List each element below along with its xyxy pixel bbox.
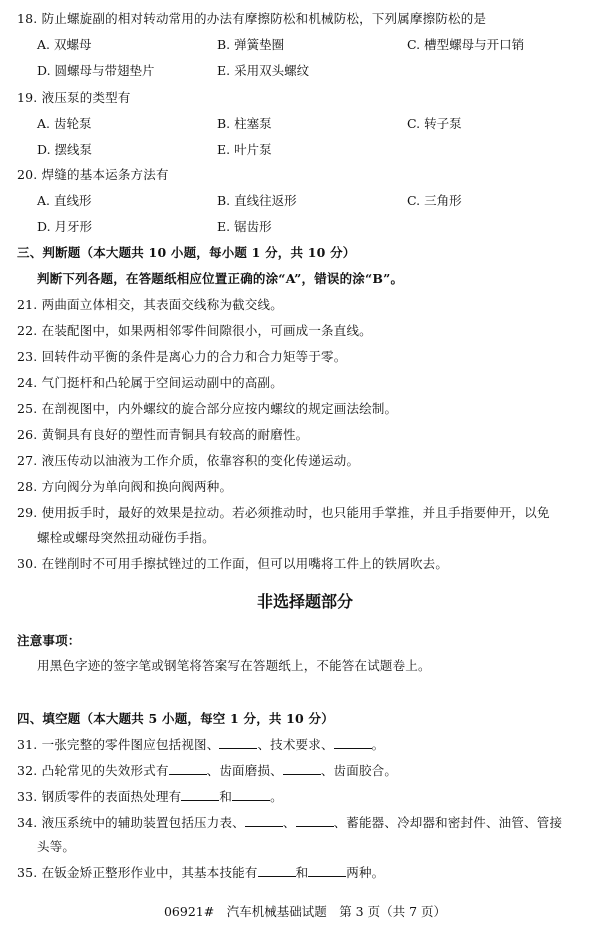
notice-text: 用黑色字迹的签字笔或钢笔将答案写在答题纸上，不能答在试题卷上。 xyxy=(37,658,431,673)
answer-blank xyxy=(283,762,321,775)
option-d: D. 圆螺母与带翅垫片 xyxy=(37,63,155,78)
question-29: 29. 使用扳手时，最好的效果是拉动。若必须推动时，也只能用手掌推，并且手指要伸开，以免 xyxy=(17,505,550,520)
question-19-stem: 19. 液压泵的类型有 xyxy=(17,90,131,105)
question-33-text-a: 33. 钢质零件的表面热处理有 xyxy=(17,789,182,804)
question-18-options-row2 xyxy=(37,62,597,80)
notice-title: 注意事项： xyxy=(17,633,81,648)
option-b: B. 直线往返形 xyxy=(217,193,297,208)
question-32-text-b: 、齿面磨损、 xyxy=(206,763,283,778)
question-21: 21. 两曲面立体相交，其表面交线称为截交线。 xyxy=(17,297,283,312)
option-c: C. 转子泵 xyxy=(407,116,462,131)
question-20-stem: 20. 焊缝的基本运条方法有 xyxy=(17,167,169,182)
option-e: E. 锯齿形 xyxy=(217,219,272,234)
answer-blank xyxy=(308,864,346,877)
question-35-text-c: 两种。 xyxy=(346,865,385,880)
question-35-text-b: 和 xyxy=(295,865,309,880)
question-34-text-b: 、 xyxy=(282,815,296,830)
question-27: 27. 液压传动以油液为工作介质，依靠容积的变化传递运动。 xyxy=(17,453,360,468)
question-34-text-a: 34. 液压系统中的辅助装置包括压力表、 xyxy=(17,815,245,830)
answer-blank xyxy=(245,814,283,827)
question-33 xyxy=(17,788,595,806)
question-30: 30. 在锉削时不可用手擦拭锉过的工作面，但可以用嘴将工件上的铁屑吹去。 xyxy=(17,556,449,571)
option-d: D. 月牙形 xyxy=(37,219,93,234)
option-e: E. 采用双头螺纹 xyxy=(217,63,310,78)
question-31 xyxy=(17,736,595,754)
option-a: A. 双螺母 xyxy=(37,37,92,52)
option-a: A. 直线形 xyxy=(37,193,92,208)
question-34 xyxy=(17,814,595,832)
answer-blank xyxy=(169,762,207,775)
page-footer: 06921# 汽车机械基础试题 第 3 页（共 7 页） xyxy=(163,904,447,919)
question-28: 28. 方向阀分为单向阀和换向阀两种。 xyxy=(17,479,233,494)
option-b: B. 柱塞泵 xyxy=(217,116,272,131)
question-29-continued: 螺栓或螺母突然扭动碰伤手指。 xyxy=(37,530,215,545)
question-20-options-row2 xyxy=(37,218,597,236)
question-32-text-c: 、齿面胶合。 xyxy=(320,763,398,778)
option-c: C. 槽型螺母与开口销 xyxy=(407,37,525,52)
question-35 xyxy=(17,864,595,882)
section-3-instruction: 判断下列各题，在答题纸相应位置正确的涂“A”，错误的涂“B”。 xyxy=(37,271,404,286)
question-24: 24. 气门挺杆和凸轮属于空间运动副中的高副。 xyxy=(17,375,283,390)
question-31-text-b: 、技术要求、 xyxy=(257,737,334,752)
question-31-text-a: 31. 一张完整的零件图应包括视图、 xyxy=(17,737,220,752)
section-4-title: 四、填空题（本大题共 5 小题，每空 1 分，共 10 分） xyxy=(17,711,334,726)
question-26: 26. 黄铜具有良好的塑性而青铜具有较高的耐磨性。 xyxy=(17,427,309,442)
question-20-options-row1 xyxy=(37,192,597,210)
question-34-continued: 头等。 xyxy=(37,839,76,854)
option-e: E. 叶片泵 xyxy=(217,142,272,157)
question-32-text-a: 32. 凸轮常见的失效形式有 xyxy=(17,763,169,778)
question-34-text-c: 、蓄能器、冷却器和密封件、油管、管接 xyxy=(333,815,563,830)
answer-blank xyxy=(232,788,270,801)
option-a: A. 齿轮泵 xyxy=(37,116,92,131)
answer-blank xyxy=(334,736,372,749)
answer-blank xyxy=(296,814,334,827)
question-33-text-b: 和 xyxy=(219,789,233,804)
question-22: 22. 在装配图中，如果两相邻零件间隙很小，可画成一条直线。 xyxy=(17,323,372,338)
question-25: 25. 在剖视图中，内外螺纹的旋合部分应按内螺纹的规定画法绘制。 xyxy=(17,401,398,416)
question-18-options-row1 xyxy=(37,36,597,54)
section-3-title: 三、判断题（本大题共 10 小题，每小题 1 分，共 10 分） xyxy=(17,245,356,260)
answer-blank xyxy=(219,736,257,749)
answer-blank xyxy=(258,864,296,877)
question-19-options-row2 xyxy=(37,141,597,159)
question-33-text-c: 。 xyxy=(270,789,283,804)
question-19-options-row1 xyxy=(37,115,597,133)
option-c: C. 三角形 xyxy=(407,193,462,208)
question-32 xyxy=(17,762,595,780)
question-23: 23. 回转件动平衡的条件是离心力的合力和合力矩等于零。 xyxy=(17,349,347,364)
option-b: B. 弹簧垫圈 xyxy=(217,37,285,52)
non-choice-heading: 非选择题部分 xyxy=(256,592,353,611)
question-18-stem: 18. 防止螺旋副的相对转动常用的办法有摩擦防松和机械防松，下列属摩擦防松的是 xyxy=(17,11,487,26)
question-35-text-a: 35. 在钣金矫正整形作业中，其基本技能有 xyxy=(17,865,258,880)
question-31-text-c: 。 xyxy=(371,737,385,752)
option-d: D. 摆线泵 xyxy=(37,142,93,157)
answer-blank xyxy=(181,788,219,801)
